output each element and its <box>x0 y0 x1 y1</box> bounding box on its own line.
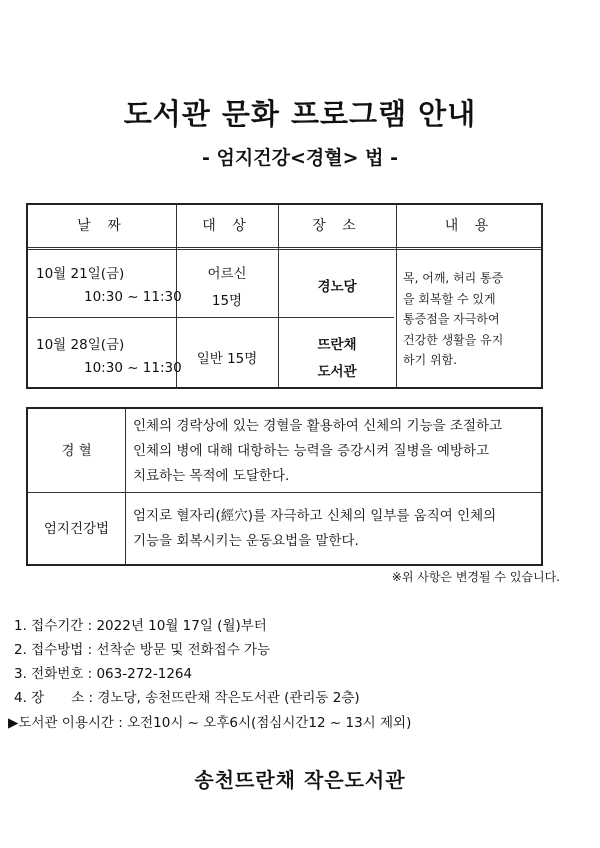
header-divider <box>28 247 541 248</box>
row-divider <box>28 317 394 318</box>
content-line: 하기 위함. <box>403 353 457 367</box>
info-hours: ▶도서관 이용시간 : 오전10시 ~ 오후6시(점심시간12 ~ 13시 제외) <box>8 715 412 731</box>
footer-library-name: 송천뜨란채 작은도서관 <box>194 768 406 792</box>
header-date: 날 짜 <box>77 218 127 234</box>
definition-gyeonghyeol: 인체의 경락상에 있는 경혈을 활용하여 신체의 기능을 조절하고 인체의 병에 대해 대항하는 능력을 증강시켜 질병을 예방하고 치료하는 목적에 도달한다. <box>133 418 503 484</box>
row1-time: 10:30 ~ 11:30 <box>84 289 182 305</box>
info-phone: 3. 전화번호 : 063-272-1264 <box>14 666 193 682</box>
column-divider <box>125 409 126 564</box>
content-line: 목, 어깨, 허리 통증 <box>403 271 504 285</box>
header-target: 대 상 <box>202 218 252 234</box>
info-period: 1. 접수기간 : 2022년 10월 17일 (월)부터 <box>14 618 267 634</box>
term-eomji: 엄지건강법 <box>43 521 110 537</box>
definition-eomji: 엄지로 혈자리(經穴)를 자극하고 신체의 일부를 움직여 인체의 기능을 회복시키는 운동요법을 말한다. <box>133 508 497 549</box>
info-place: 4. 장 소 : 경노당, 송천뜨란채 작은도서관 (관리동 2층) <box>14 690 360 706</box>
content-text <box>403 268 503 371</box>
row2-target: 일반 15명 <box>196 351 258 367</box>
row2-date: 10월 28일(금) <box>36 337 125 353</box>
header-divider <box>28 249 541 250</box>
row1-place: 경노당 <box>317 279 357 295</box>
row1-target-count: 15명 <box>211 293 243 309</box>
row2-place: 뜨란채 <box>317 337 357 353</box>
page-title: 도서관 문화 프로그램 안내 <box>123 97 477 131</box>
row2-time: 10:30 ~ 11:30 <box>84 360 182 376</box>
content-line: 통증점을 자극하여 <box>403 312 500 326</box>
row1-date: 10월 21일(금) <box>36 266 125 282</box>
change-notice: ※위 사항은 변경될 수 있습니다. <box>391 570 560 584</box>
row1-target: 어르신 <box>207 266 247 282</box>
content-line: 건강한 생활을 유지 <box>403 332 504 347</box>
header-place: 장 소 <box>312 218 362 234</box>
page-subtitle: - 엄지건강<경혈> 법 - <box>202 147 398 169</box>
row2-place-line2: 도서관 <box>317 364 357 380</box>
info-method: 2. 접수방법 : 선착순 방문 및 전화접수 가능 <box>14 642 271 658</box>
schedule-table <box>26 203 543 389</box>
row-divider <box>28 492 541 493</box>
header-content: 내 용 <box>444 218 495 234</box>
content-line: 을 회복할 수 있게 <box>403 291 496 306</box>
term-gyeonghyeol: 경 혈 <box>61 443 92 459</box>
definitions-table <box>26 407 543 566</box>
